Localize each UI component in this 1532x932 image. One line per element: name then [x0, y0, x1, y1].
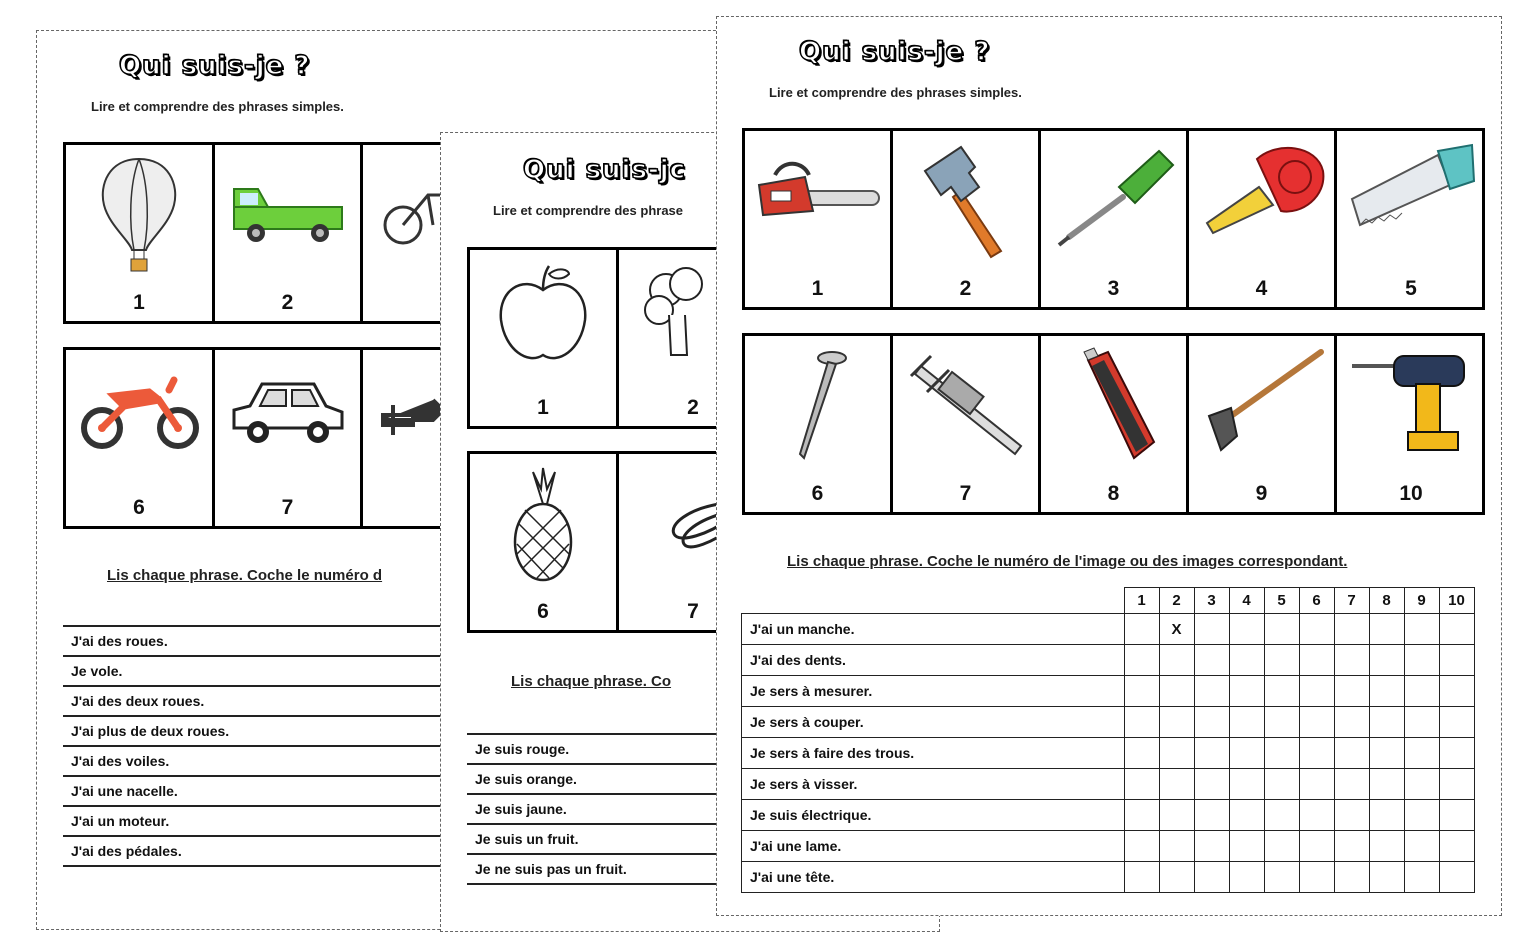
checkbox-cell[interactable]: [1334, 800, 1369, 831]
grid-column-header: 2: [1159, 588, 1194, 614]
worksheet-title: Qui suis-jc: [523, 155, 687, 185]
table-row: [63, 746, 463, 776]
checkbox-cell[interactable]: [1404, 800, 1439, 831]
checkbox-cell[interactable]: [1194, 645, 1229, 676]
image-cell: [215, 145, 363, 321]
image-number: 9: [1255, 482, 1268, 505]
checkbox-cell[interactable]: [1229, 614, 1264, 645]
car-icon: [228, 360, 348, 460]
sentence-cell: J'ai un manche.: [742, 614, 1125, 645]
drill-icon: [1346, 346, 1476, 456]
table-row: [63, 836, 463, 866]
checkbox-cell[interactable]: [1159, 800, 1194, 831]
image-cell: [215, 350, 363, 526]
grid-header-row: [742, 588, 1475, 614]
grid-column-header: 4: [1229, 588, 1264, 614]
sentence-cell: Je suis électrique.: [742, 800, 1125, 831]
checkbox-cell[interactable]: [1229, 862, 1264, 893]
instruction-text: Lis chaque phrase. Coche le numéro d: [107, 567, 383, 584]
screwdriver-icon: [1049, 141, 1179, 251]
worksheet-subtitle: Lire et comprendre des phrases simples.: [91, 99, 344, 114]
image-cell: [1041, 336, 1189, 512]
grid-corner: [742, 588, 1125, 614]
sentence-cell: Je ne suis pas un fruit.: [467, 854, 767, 884]
nail-icon: [778, 346, 858, 466]
image-cell: [66, 350, 215, 526]
pineapple-icon: [503, 464, 583, 584]
checkbox-cell[interactable]: [1404, 676, 1439, 707]
image-number: 2: [959, 277, 972, 300]
sentence-cell: J'ai une nacelle.: [63, 776, 463, 806]
checkbox-cell[interactable]: [1264, 676, 1299, 707]
checkbox-cell[interactable]: [1264, 738, 1299, 769]
checkbox-cell[interactable]: [1229, 738, 1264, 769]
image-row-top: [63, 142, 483, 324]
grid-column-header: 7: [1334, 588, 1369, 614]
image-cell: [66, 145, 215, 321]
image-cell: [1189, 336, 1337, 512]
checkbox-cell[interactable]: [1124, 800, 1159, 831]
checkbox-cell[interactable]: [1264, 707, 1299, 738]
sentence-cell: J'ai des voiles.: [63, 746, 463, 776]
worksheet-title: Qui suis-je ?: [799, 37, 991, 67]
chainsaw-icon: [753, 141, 883, 241]
sentence-cell: Je suis un fruit.: [467, 824, 767, 854]
table-row: [742, 645, 1475, 676]
sentence-cell: J'ai des roues.: [63, 626, 463, 656]
checkbox-cell[interactable]: [1439, 707, 1474, 738]
checkbox-cell[interactable]: [1439, 645, 1474, 676]
image-number: 1: [537, 396, 549, 419]
worksheet-tools: [716, 16, 1502, 916]
image-number: 1: [133, 291, 145, 314]
tape-measure-icon: [1197, 141, 1327, 251]
checkbox-cell[interactable]: [1404, 614, 1439, 645]
image-number: 5: [1405, 277, 1417, 300]
answer-grid: [741, 587, 1475, 893]
worksheet-subtitle: Lire et comprendre des phrases simples.: [769, 85, 1022, 100]
instruction-text: Lis chaque phrase. Coche le numéro de l'image ou des images correspondant.: [787, 553, 1348, 570]
grid-column-header: 10: [1439, 588, 1474, 614]
image-cell: [745, 336, 893, 512]
sentence-cell: J'ai un moteur.: [63, 806, 463, 836]
checkbox-cell[interactable]: [1369, 738, 1404, 769]
checkbox-cell[interactable]: [1334, 738, 1369, 769]
axe-icon: [1197, 346, 1327, 456]
motorcycle-icon: [74, 360, 204, 460]
checkbox-cell[interactable]: [1299, 676, 1334, 707]
checkbox-cell[interactable]: [1299, 862, 1334, 893]
table-row: [742, 707, 1475, 738]
sentence-cell: Je sers à faire des trous.: [742, 738, 1125, 769]
table-row: [742, 831, 1475, 862]
table-row: [63, 806, 463, 836]
checkbox-cell[interactable]: [1159, 707, 1194, 738]
hot-air-balloon-icon: [94, 155, 184, 275]
checkbox-cell[interactable]: [1334, 862, 1369, 893]
image-row-bottom: [63, 347, 483, 529]
checkbox-cell[interactable]: [1299, 614, 1334, 645]
checkbox-cell[interactable]: [1264, 645, 1299, 676]
image-cell: [745, 131, 893, 307]
image-number: 7: [281, 496, 294, 519]
checkbox-cell[interactable]: [1159, 831, 1194, 862]
checkbox-cell[interactable]: [1229, 645, 1264, 676]
image-cell: [1189, 131, 1337, 307]
checkbox-cell[interactable]: [1159, 738, 1194, 769]
checkbox-cell[interactable]: [1369, 769, 1404, 800]
image-number: 6: [133, 496, 145, 519]
checkbox-cell[interactable]: [1369, 645, 1404, 676]
sentence-cell: Je suis orange.: [467, 764, 767, 794]
checkbox-cell[interactable]: [1124, 676, 1159, 707]
image-row-bottom: [742, 333, 1485, 515]
checkbox-cell[interactable]: [1159, 862, 1194, 893]
checkbox-cell[interactable]: [1439, 831, 1474, 862]
image-number: 7: [959, 482, 972, 505]
checkbox-cell[interactable]: [1264, 862, 1299, 893]
image-number: 10: [1399, 482, 1423, 505]
checkbox-cell[interactable]: [1264, 614, 1299, 645]
checkbox-cell[interactable]: [1159, 769, 1194, 800]
checkbox-cell[interactable]: [1194, 831, 1229, 862]
checkbox-cell[interactable]: [1369, 676, 1404, 707]
table-row: [63, 776, 463, 806]
image-row-top: [742, 128, 1485, 310]
checkbox-cell[interactable]: [1439, 614, 1474, 645]
checkbox-cell[interactable]: [1404, 831, 1439, 862]
checkbox-cell[interactable]: [1299, 831, 1334, 862]
checkbox-cell[interactable]: X: [1159, 614, 1194, 645]
image-number: 2: [281, 291, 294, 314]
checkbox-cell[interactable]: [1439, 800, 1474, 831]
table-row: [742, 676, 1475, 707]
checkbox-cell[interactable]: [1124, 707, 1159, 738]
image-cell: [1337, 336, 1485, 512]
checkbox-cell[interactable]: [1124, 614, 1159, 645]
worksheet-subtitle: Lire et comprendre des phrase: [493, 203, 684, 218]
image-cell: [893, 131, 1041, 307]
table-row: [63, 626, 463, 656]
instruction-text: Lis chaque phrase. Co: [511, 673, 672, 690]
image-number: 6: [537, 600, 549, 623]
table-row: [742, 800, 1475, 831]
checkbox-cell[interactable]: [1229, 676, 1264, 707]
grid-column-header: 6: [1299, 588, 1334, 614]
checkbox-cell[interactable]: [1194, 707, 1229, 738]
table-row: [63, 656, 463, 686]
checkbox-cell[interactable]: [1194, 738, 1229, 769]
handsaw-icon: [1346, 141, 1476, 251]
checkbox-cell[interactable]: [1299, 645, 1334, 676]
checkbox-cell[interactable]: [1264, 831, 1299, 862]
checkbox-cell[interactable]: [1404, 738, 1439, 769]
sentence-cell: J'ai une tête.: [742, 862, 1125, 893]
image-cell: [1041, 131, 1189, 307]
grid-column-header: 3: [1194, 588, 1229, 614]
grid-column-header: 1: [1124, 588, 1159, 614]
sentence-cell: J'ai des dents.: [742, 645, 1125, 676]
grid-column-header: 9: [1404, 588, 1439, 614]
image-number: 2: [687, 396, 699, 419]
checkbox-cell[interactable]: [1404, 707, 1439, 738]
checkbox-cell[interactable]: [1299, 800, 1334, 831]
grid-column-header: 5: [1264, 588, 1299, 614]
checkbox-cell[interactable]: [1124, 738, 1159, 769]
sentence-cell: J'ai une lame.: [742, 831, 1125, 862]
checkbox-cell[interactable]: [1194, 769, 1229, 800]
image-cell: [1337, 131, 1485, 307]
checkbox-cell[interactable]: [1229, 831, 1264, 862]
checkbox-cell[interactable]: [1334, 645, 1369, 676]
image-cell: [470, 454, 619, 630]
table-row: [742, 614, 1475, 645]
utility-knife-icon: [1064, 346, 1164, 466]
checkbox-cell[interactable]: [1194, 676, 1229, 707]
table-row: [63, 686, 463, 716]
checkbox-cell[interactable]: [1229, 707, 1264, 738]
worksheet-title: Qui suis-je ?: [119, 51, 311, 81]
checkbox-cell[interactable]: [1229, 800, 1264, 831]
checkbox-cell[interactable]: [1334, 676, 1369, 707]
sentence-cell: Je sers à visser.: [742, 769, 1125, 800]
checkbox-cell[interactable]: [1159, 645, 1194, 676]
checkbox-cell[interactable]: [1369, 800, 1404, 831]
hammer-icon: [911, 141, 1021, 261]
checkbox-cell[interactable]: [1299, 738, 1334, 769]
checkbox-cell[interactable]: [1124, 862, 1159, 893]
checkbox-cell[interactable]: [1334, 831, 1369, 862]
table-row: [742, 862, 1475, 893]
checkbox-cell[interactable]: [1334, 769, 1369, 800]
sentence-cell: Je sers à mesurer.: [742, 676, 1125, 707]
checkbox-cell[interactable]: [1369, 831, 1404, 862]
checkbox-cell[interactable]: [1124, 831, 1159, 862]
sentence-cell: J'ai des deux roues.: [63, 686, 463, 716]
checkbox-cell[interactable]: [1159, 676, 1194, 707]
checkbox-cell[interactable]: [1439, 769, 1474, 800]
sentence-cell: J'ai plus de deux roues.: [63, 716, 463, 746]
checkbox-cell[interactable]: [1124, 645, 1159, 676]
checkbox-cell[interactable]: [1439, 676, 1474, 707]
checkbox-cell[interactable]: [1369, 614, 1404, 645]
image-number: 7: [687, 600, 699, 623]
checkbox-cell[interactable]: [1264, 800, 1299, 831]
checkbox-cell[interactable]: [1334, 614, 1369, 645]
checkbox-cell[interactable]: [1229, 769, 1264, 800]
image-cell: [470, 250, 619, 426]
sentence-cell: J'ai des pédales.: [63, 836, 463, 866]
table-row: [742, 769, 1475, 800]
image-number: 1: [811, 277, 824, 300]
apple-icon: [493, 260, 593, 370]
checkbox-cell[interactable]: [1124, 769, 1159, 800]
checkbox-cell[interactable]: [1369, 862, 1404, 893]
sentence-table: [63, 625, 463, 867]
image-number: 6: [811, 482, 824, 505]
checkbox-cell[interactable]: [1439, 738, 1474, 769]
checkbox-cell[interactable]: [1404, 769, 1439, 800]
checkbox-cell[interactable]: [1334, 707, 1369, 738]
sentence-cell: Je suis rouge.: [467, 734, 767, 764]
image-cell: [893, 336, 1041, 512]
checkbox-cell[interactable]: [1299, 769, 1334, 800]
sentence-cell: Je suis jaune.: [467, 794, 767, 824]
checkbox-cell[interactable]: [1299, 707, 1334, 738]
caliper-icon: [901, 346, 1031, 466]
checkbox-cell[interactable]: [1404, 645, 1439, 676]
pickup-truck-icon: [228, 155, 348, 255]
image-number: 3: [1107, 277, 1120, 300]
table-row: [742, 738, 1475, 769]
grid-column-header: 8: [1369, 588, 1404, 614]
sentence-cell: Je sers à couper.: [742, 707, 1125, 738]
image-number: 4: [1255, 277, 1268, 300]
checkbox-cell[interactable]: [1439, 862, 1474, 893]
checkbox-cell[interactable]: [1264, 769, 1299, 800]
sentence-cell: Je vole.: [63, 656, 463, 686]
checkbox-cell[interactable]: [1369, 707, 1404, 738]
checkbox-cell[interactable]: [1194, 614, 1229, 645]
checkbox-cell[interactable]: [1404, 862, 1439, 893]
checkbox-cell[interactable]: [1194, 862, 1229, 893]
checkbox-cell[interactable]: [1194, 800, 1229, 831]
image-number: 8: [1107, 482, 1120, 505]
table-row: [63, 716, 463, 746]
